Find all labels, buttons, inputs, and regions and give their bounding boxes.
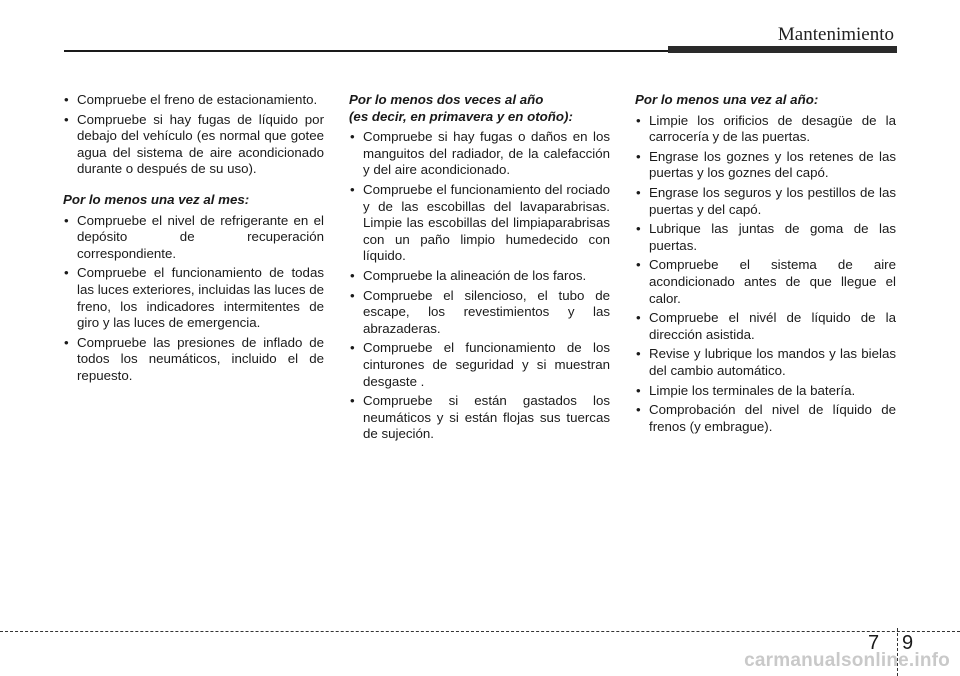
list-item: • Comprobación del nivel de líquido de frenos (y embrague).: [635, 402, 896, 435]
list-item: • Compruebe el funcionamiento del rociado y de las escobillas del lavaparabrisas. Limpie las escobillas del limpiaparabrisas con un paño limpio humedecido con líquido.: [349, 182, 610, 265]
bullet-list: [635, 113, 896, 436]
list-item: • Compruebe las presiones de inflado de todos los neumáticos, incluido el de repuesto.: [63, 335, 324, 385]
list-item: • Engrase los goznes y los retenes de las puertas y los goznes del capó.: [635, 149, 896, 182]
text-column-2: [349, 92, 610, 446]
text-column-3: [635, 92, 896, 438]
list-item: • Compruebe el funcionamiento de todas las luces exteriores, incluidas las luces de freno, los indicadores intermitentes de giro y las luces de emergencia.: [63, 265, 324, 331]
section-heading-line: Por lo menos dos veces al año: [349, 92, 544, 107]
page-header-title: Mantenimiento: [777, 24, 894, 45]
list-item: • Compruebe si están gastados los neumáticos y si están flojas sus tuercas de sujeción.: [349, 393, 610, 443]
header-rule-accent: [668, 46, 897, 53]
text-column-1: [63, 92, 324, 388]
bullet-list: [63, 213, 324, 385]
bullet-list: [63, 92, 324, 178]
list-item: • Limpie los terminales de la batería.: [635, 383, 896, 400]
list-item: • Compruebe el silencioso, el tubo de escape, los revestimientos y las abrazaderas.: [349, 288, 610, 338]
list-item: • Compruebe si hay fugas de líquido por debajo del vehículo (es normal que gotee agua del sistema de aire acondicionado durante o después de su uso).: [63, 112, 324, 178]
list-item: • Compruebe el sistema de aire acondicionado antes de que llegue el calor.: [635, 257, 896, 307]
header-rule: [64, 50, 672, 52]
list-item: • Compruebe el nivel de refrigerante en el depósito de recuperación correspondiente.: [63, 213, 324, 263]
list-item: • Compruebe el nivél de líquido de la dirección asistida.: [635, 310, 896, 343]
list-item: • Limpie los orificios de desagüe de la carrocería y de las puertas.: [635, 113, 896, 146]
list-item: • Compruebe si hay fugas o daños en los manguitos del radiador, de la calefacción y del aire acondicionado.: [349, 129, 610, 179]
list-item: • Engrase los seguros y los pestillos de las puertas y del capó.: [635, 185, 896, 218]
section-heading: Por lo menos una vez al año:: [635, 92, 819, 107]
page-number: 9: [902, 632, 914, 654]
footer-rule: [0, 631, 960, 632]
watermark: carmanualsonline.info: [744, 650, 950, 671]
section-heading: [349, 92, 610, 125]
list-item: • Compruebe la alineación de los faros.: [349, 268, 610, 285]
section-heading: Por lo menos una vez al mes:: [63, 191, 250, 207]
section-heading-line: (es decir, en primavera y en otoño):: [349, 108, 573, 124]
list-item: • Compruebe el funcionamiento de los cinturones de seguridad y si muestran desgaste .: [349, 340, 610, 390]
chapter-number: 7: [868, 632, 880, 654]
list-item: • Lubrique las juntas de goma de las puertas.: [635, 221, 896, 254]
list-item: • Revise y lubrique los mandos y las bielas del cambio automático.: [635, 346, 896, 379]
bullet-list: [349, 129, 610, 443]
list-item: • Compruebe el freno de estacionamiento.: [63, 92, 324, 109]
